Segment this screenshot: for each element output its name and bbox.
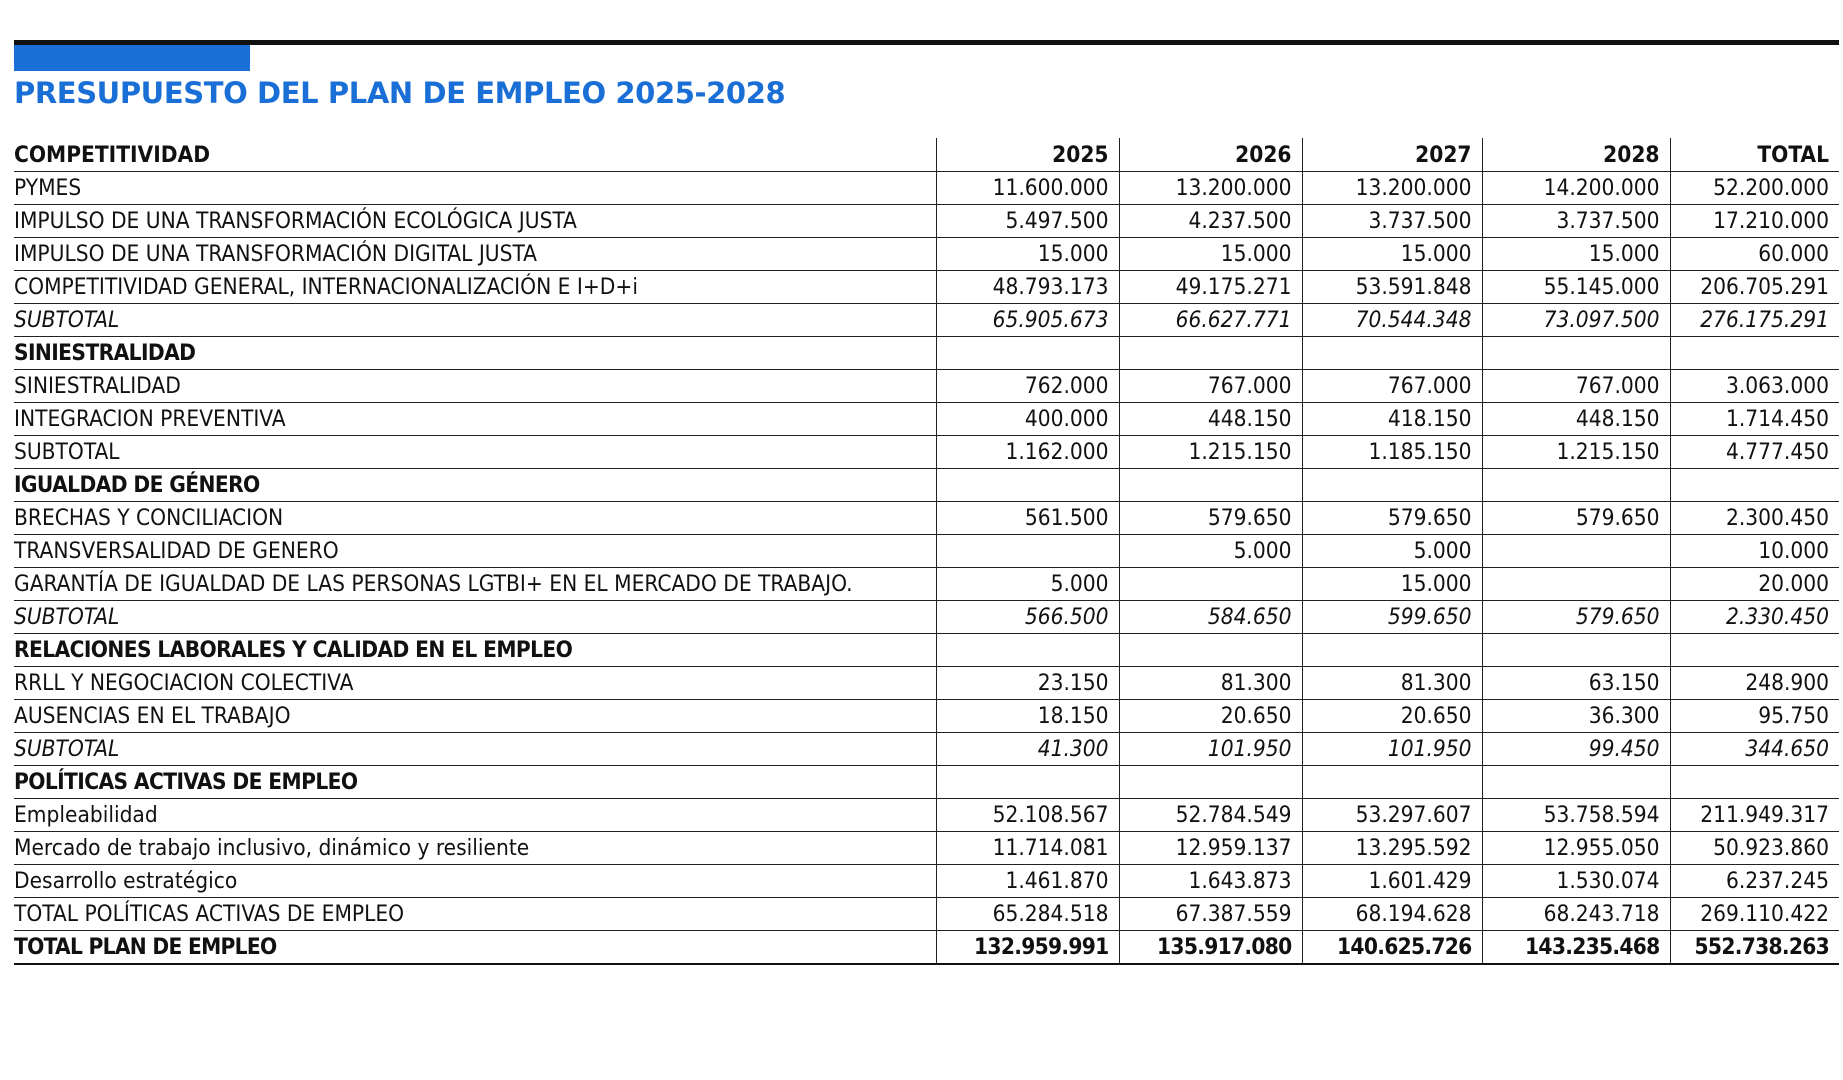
cell-2027 <box>1302 337 1482 370</box>
table-row <box>14 403 1839 436</box>
row-label: GARANTÍA DE IGUALDAD DE LAS PERSONAS LGTBI+ EN EL MERCADO DE TRABAJO. <box>14 568 936 601</box>
cell-2028: 143.235.468 <box>1482 931 1670 965</box>
cell-total: 211.949.317 <box>1670 799 1839 832</box>
cell-2026: 1.643.873 <box>1119 865 1302 898</box>
cell-2027: 15.000 <box>1302 568 1482 601</box>
cell-2025: 762.000 <box>936 370 1119 403</box>
cell-2025: 18.150 <box>936 700 1119 733</box>
row-label: IMPULSO DE UNA TRANSFORMACIÓN ECOLÓGICA JUSTA <box>14 205 936 238</box>
row-label: SUBTOTAL <box>14 733 936 766</box>
row-label: COMPETITIVIDAD GENERAL, INTERNACIONALIZACIÓN E I+D+i <box>14 271 936 304</box>
cell-2028 <box>1482 535 1670 568</box>
cell-2025: 11.714.081 <box>936 832 1119 865</box>
section-header-row <box>14 337 1839 370</box>
cell-total: 1.714.450 <box>1670 403 1839 436</box>
cell-2026: 66.627.771 <box>1119 304 1302 337</box>
table-row <box>14 667 1839 700</box>
cell-total: 2.300.450 <box>1670 502 1839 535</box>
cell-2026: 579.650 <box>1119 502 1302 535</box>
cell-2028: 767.000 <box>1482 370 1670 403</box>
cell-total: 269.110.422 <box>1670 898 1839 931</box>
cell-total: 17.210.000 <box>1670 205 1839 238</box>
row-label: SINIESTRALIDAD <box>14 337 936 370</box>
cell-2025 <box>936 469 1119 502</box>
cell-2027: 579.650 <box>1302 502 1482 535</box>
cell-2026 <box>1119 766 1302 799</box>
cell-2027: 3.737.500 <box>1302 205 1482 238</box>
cell-2026 <box>1119 568 1302 601</box>
cell-2028 <box>1482 469 1670 502</box>
table-row <box>14 502 1839 535</box>
cell-2027 <box>1302 634 1482 667</box>
row-label: POLÍTICAS ACTIVAS DE EMPLEO <box>14 766 936 799</box>
cell-2026: 101.950 <box>1119 733 1302 766</box>
cell-total: 20.000 <box>1670 568 1839 601</box>
accent-bar <box>14 45 250 71</box>
cell-2027: 53.297.607 <box>1302 799 1482 832</box>
row-label: TOTAL PLAN DE EMPLEO <box>14 931 936 965</box>
cell-2026 <box>1119 337 1302 370</box>
table-row <box>14 370 1839 403</box>
cell-2028 <box>1482 568 1670 601</box>
table-row <box>14 172 1839 205</box>
cell-total: 50.923.860 <box>1670 832 1839 865</box>
cell-2025: 5.497.500 <box>936 205 1119 238</box>
budget-table <box>14 138 1839 965</box>
row-label: IMPULSO DE UNA TRANSFORMACIÓN DIGITAL JUSTA <box>14 238 936 271</box>
cell-2026: 20.650 <box>1119 700 1302 733</box>
row-label: SINIESTRALIDAD <box>14 370 936 403</box>
row-label: RRLL Y NEGOCIACION COLECTIVA <box>14 667 936 700</box>
row-label: INTEGRACION PREVENTIVA <box>14 403 936 436</box>
cell-2026: 49.175.271 <box>1119 271 1302 304</box>
cell-2028: 53.758.594 <box>1482 799 1670 832</box>
cell-total: 248.900 <box>1670 667 1839 700</box>
cell-total <box>1670 634 1839 667</box>
cell-2025 <box>936 634 1119 667</box>
cell-2028: 1.215.150 <box>1482 436 1670 469</box>
row-label: RELACIONES LABORALES Y CALIDAD EN EL EMPLEO <box>14 634 936 667</box>
cell-total: 552.738.263 <box>1670 931 1839 965</box>
table-row <box>14 865 1839 898</box>
cell-2028 <box>1482 634 1670 667</box>
section-header-row <box>14 766 1839 799</box>
cell-2028: 63.150 <box>1482 667 1670 700</box>
cell-2028: 36.300 <box>1482 700 1670 733</box>
row-label: Mercado de trabajo inclusivo, dinámico y resiliente <box>14 832 936 865</box>
cell-2026: 767.000 <box>1119 370 1302 403</box>
row-label: TOTAL POLÍTICAS ACTIVAS DE EMPLEO <box>14 898 936 931</box>
cell-2025: 1.461.870 <box>936 865 1119 898</box>
cell-2028 <box>1482 337 1670 370</box>
cell-2025: 11.600.000 <box>936 172 1119 205</box>
header-col-2027: 2027 <box>1302 138 1482 172</box>
row-label: Desarrollo estratégico <box>14 865 936 898</box>
cell-2026: 67.387.559 <box>1119 898 1302 931</box>
table-row <box>14 568 1839 601</box>
cell-2027 <box>1302 469 1482 502</box>
cell-2026: 5.000 <box>1119 535 1302 568</box>
cell-2028: 3.737.500 <box>1482 205 1670 238</box>
cell-2028 <box>1482 766 1670 799</box>
cell-2028: 579.650 <box>1482 502 1670 535</box>
row-label: TRANSVERSALIDAD DE GENERO <box>14 535 936 568</box>
cell-2026 <box>1119 634 1302 667</box>
cell-2028: 14.200.000 <box>1482 172 1670 205</box>
cell-2027: 13.200.000 <box>1302 172 1482 205</box>
row-label: SUBTOTAL <box>14 304 936 337</box>
table-row <box>14 238 1839 271</box>
cell-2026: 448.150 <box>1119 403 1302 436</box>
cell-total <box>1670 766 1839 799</box>
header-col-2026: 2026 <box>1119 138 1302 172</box>
cell-2027: 70.544.348 <box>1302 304 1482 337</box>
grand-total-row <box>14 931 1839 965</box>
cell-2028: 73.097.500 <box>1482 304 1670 337</box>
table-row <box>14 535 1839 568</box>
cell-2027: 13.295.592 <box>1302 832 1482 865</box>
cell-2026 <box>1119 469 1302 502</box>
cell-2027: 1.601.429 <box>1302 865 1482 898</box>
cell-2025: 566.500 <box>936 601 1119 634</box>
row-label: Empleabilidad <box>14 799 936 832</box>
cell-2028: 579.650 <box>1482 601 1670 634</box>
header-col-total: TOTAL <box>1670 138 1839 172</box>
header-col-2028: 2028 <box>1482 138 1670 172</box>
row-label: SUBTOTAL <box>14 436 936 469</box>
table-row <box>14 799 1839 832</box>
cell-2027: 1.185.150 <box>1302 436 1482 469</box>
cell-2026: 52.784.549 <box>1119 799 1302 832</box>
cell-2026: 13.200.000 <box>1119 172 1302 205</box>
cell-2025: 65.905.673 <box>936 304 1119 337</box>
cell-2027: 140.625.726 <box>1302 931 1482 965</box>
cell-2025: 132.959.991 <box>936 931 1119 965</box>
cell-2027: 20.650 <box>1302 700 1482 733</box>
cell-2026: 12.959.137 <box>1119 832 1302 865</box>
cell-total: 206.705.291 <box>1670 271 1839 304</box>
table-row <box>14 436 1839 469</box>
cell-2028: 1.530.074 <box>1482 865 1670 898</box>
page-title: PRESUPUESTO DEL PLAN DE EMPLEO 2025-2028 <box>14 76 786 110</box>
cell-2026: 135.917.080 <box>1119 931 1302 965</box>
cell-total: 52.200.000 <box>1670 172 1839 205</box>
top-rule <box>14 40 1839 45</box>
cell-2025: 15.000 <box>936 238 1119 271</box>
cell-2026: 584.650 <box>1119 601 1302 634</box>
table-row <box>14 832 1839 865</box>
cell-2027 <box>1302 766 1482 799</box>
cell-2025: 41.300 <box>936 733 1119 766</box>
cell-2025: 52.108.567 <box>936 799 1119 832</box>
cell-total: 10.000 <box>1670 535 1839 568</box>
cell-2025 <box>936 535 1119 568</box>
cell-2025: 48.793.173 <box>936 271 1119 304</box>
section-header-row <box>14 469 1839 502</box>
subtotal-row <box>14 733 1839 766</box>
cell-2028: 12.955.050 <box>1482 832 1670 865</box>
table-row <box>14 898 1839 931</box>
cell-total <box>1670 469 1839 502</box>
cell-2028: 99.450 <box>1482 733 1670 766</box>
cell-2027: 68.194.628 <box>1302 898 1482 931</box>
cell-2027: 767.000 <box>1302 370 1482 403</box>
cell-total: 3.063.000 <box>1670 370 1839 403</box>
header-label: COMPETITIVIDAD <box>14 138 936 172</box>
row-label: IGUALDAD DE GÉNERO <box>14 469 936 502</box>
subtotal-row <box>14 601 1839 634</box>
cell-total: 60.000 <box>1670 238 1839 271</box>
cell-2025: 1.162.000 <box>936 436 1119 469</box>
cell-total: 95.750 <box>1670 700 1839 733</box>
cell-2027: 53.591.848 <box>1302 271 1482 304</box>
cell-2025: 5.000 <box>936 568 1119 601</box>
cell-2025: 561.500 <box>936 502 1119 535</box>
row-label: BRECHAS Y CONCILIACION <box>14 502 936 535</box>
cell-2026: 1.215.150 <box>1119 436 1302 469</box>
cell-2027: 5.000 <box>1302 535 1482 568</box>
subtotal-row <box>14 304 1839 337</box>
cell-total: 2.330.450 <box>1670 601 1839 634</box>
cell-2028: 68.243.718 <box>1482 898 1670 931</box>
cell-2027: 418.150 <box>1302 403 1482 436</box>
table-row <box>14 700 1839 733</box>
cell-2027: 81.300 <box>1302 667 1482 700</box>
cell-2028: 448.150 <box>1482 403 1670 436</box>
cell-2025 <box>936 337 1119 370</box>
cell-total <box>1670 337 1839 370</box>
cell-2026: 15.000 <box>1119 238 1302 271</box>
table-body <box>14 172 1839 965</box>
cell-2026: 4.237.500 <box>1119 205 1302 238</box>
header-col-2025: 2025 <box>936 138 1119 172</box>
table-row <box>14 205 1839 238</box>
cell-2028: 55.145.000 <box>1482 271 1670 304</box>
cell-total: 344.650 <box>1670 733 1839 766</box>
cell-2025: 23.150 <box>936 667 1119 700</box>
row-label: PYMES <box>14 172 936 205</box>
cell-2025: 65.284.518 <box>936 898 1119 931</box>
cell-2028: 15.000 <box>1482 238 1670 271</box>
section-header-row <box>14 634 1839 667</box>
cell-2027: 599.650 <box>1302 601 1482 634</box>
cell-2025 <box>936 766 1119 799</box>
row-label: AUSENCIAS EN EL TRABAJO <box>14 700 936 733</box>
cell-2025: 400.000 <box>936 403 1119 436</box>
cell-total: 276.175.291 <box>1670 304 1839 337</box>
cell-2027: 101.950 <box>1302 733 1482 766</box>
table-row <box>14 271 1839 304</box>
row-label: SUBTOTAL <box>14 601 936 634</box>
cell-2027: 15.000 <box>1302 238 1482 271</box>
cell-2026: 81.300 <box>1119 667 1302 700</box>
table-header-row <box>14 138 1839 172</box>
cell-total: 4.777.450 <box>1670 436 1839 469</box>
cell-total: 6.237.245 <box>1670 865 1839 898</box>
